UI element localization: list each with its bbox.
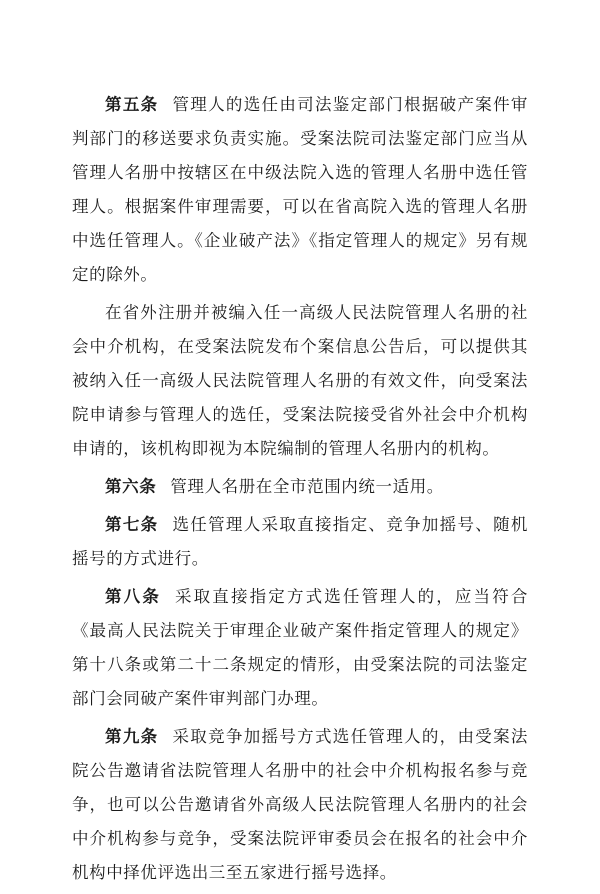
article-7-heading: 第七条 — [105, 515, 159, 534]
article-6-text: 管理人名册在全市范围内统一适用。 — [170, 477, 444, 496]
document-body — [72, 88, 528, 894]
article-9-paragraph — [72, 720, 528, 890]
article-5-continuation-paragraph — [72, 296, 528, 466]
article-9-text: 采取竞争加摇号方式选任管理人的，由受案法院公告邀请省法院管理人名册中的社会中介机构报名参与竞争，也可以公告邀请省外高级人民法院管理人名册内的社会中介机构参与竞争，受案法院评审委员会在报名的社会中介机构中择优评选出三至五家进行摇号选择。 — [72, 727, 529, 882]
article-8-paragraph — [72, 580, 528, 716]
article-6-paragraph — [72, 470, 528, 504]
article-5-continuation-text: 在省外注册并被编入任一高级人民法院管理人名册的社会中介机构，在受案法院发布个案信息公告后，可以提供其被纳入任一高级人民法院管理人名册的有效文件，向受案法院申请参与管理人的选任，受案法院接受省外社会中介机构申请的，该机构即视为本院编制的管理人名册内的机构。 — [72, 303, 528, 458]
article-8-text: 采取直接指定方式选任管理人的，应当符合《最高人民法院关于审理企业破产案件指定管理人的规定》第十八条或第二十二条规定的情形，由受案法院的司法鉴定部门会同破产案件审判部门办理。 — [72, 587, 528, 708]
article-5-heading: 第五条 — [105, 95, 159, 114]
article-7-text: 选任管理人采取直接指定、竞争加摇号、随机摇号的方式进行。 — [72, 515, 529, 568]
article-7-paragraph — [72, 508, 528, 576]
article-5-text: 管理人的选任由司法鉴定部门根据破产案件审判部门的移送要求负责实施。受案法院司法鉴定部门应当从管理人名册中按辖区在中级法院入选的管理人名册中选任管理人。根据案件审理需要，可以在省高院入选的管理人名册中选任管理人。《企业破产法》《指定管理人的规定》另有规定的除外。 — [72, 95, 529, 284]
article-6-heading: 第六条 — [105, 477, 157, 496]
article-8-heading: 第八条 — [105, 587, 161, 606]
article-5-paragraph — [72, 88, 528, 292]
article-9-heading: 第九条 — [105, 727, 159, 746]
